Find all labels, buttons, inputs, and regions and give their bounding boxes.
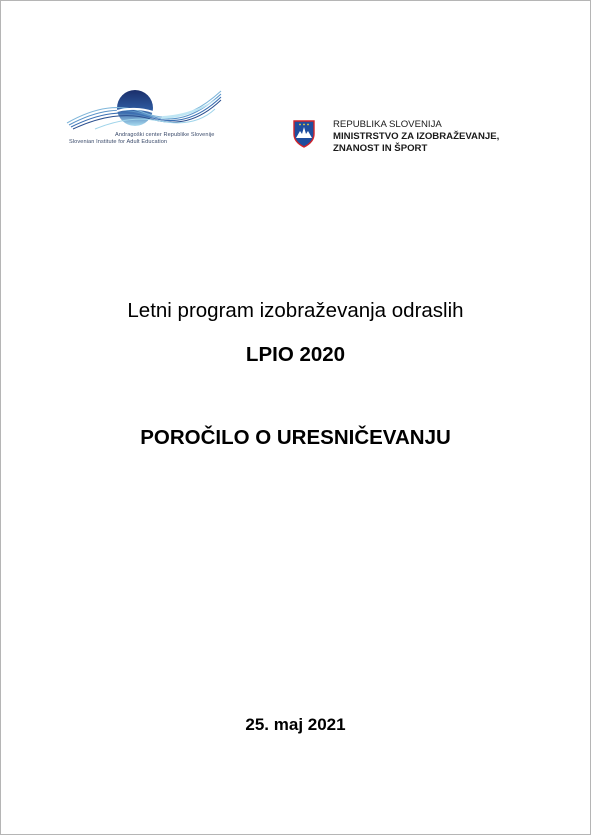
document-code: LPIO 2020 [245, 343, 346, 366]
ministry-text [333, 119, 499, 155]
document-title: Letni program izobraževanja odraslih [127, 299, 464, 322]
document-subtitle: POROČILO O URESNIČEVANJU [140, 426, 451, 449]
institute-name-english: Slovenian Institute for Adult Education [69, 139, 168, 145]
institute-logo-icon [65, 89, 225, 133]
document-date: 25. maj 2021 [245, 715, 346, 734]
ministry-line-science-sport: ZNANOST IN ŠPORT [333, 143, 428, 154]
institute-logo [65, 89, 225, 149]
slovenian-coat-of-arms-icon [293, 120, 315, 148]
institute-name-slovene: Andragoški center Republike Slovenije [115, 132, 215, 138]
ministry-line-republic: REPUBLIKA SLOVENIJA [333, 119, 442, 130]
ministry-logo [293, 119, 523, 159]
ministry-line-ministry: MINISTRSTVO ZA IZOBRAŽEVANJE, [333, 131, 500, 142]
